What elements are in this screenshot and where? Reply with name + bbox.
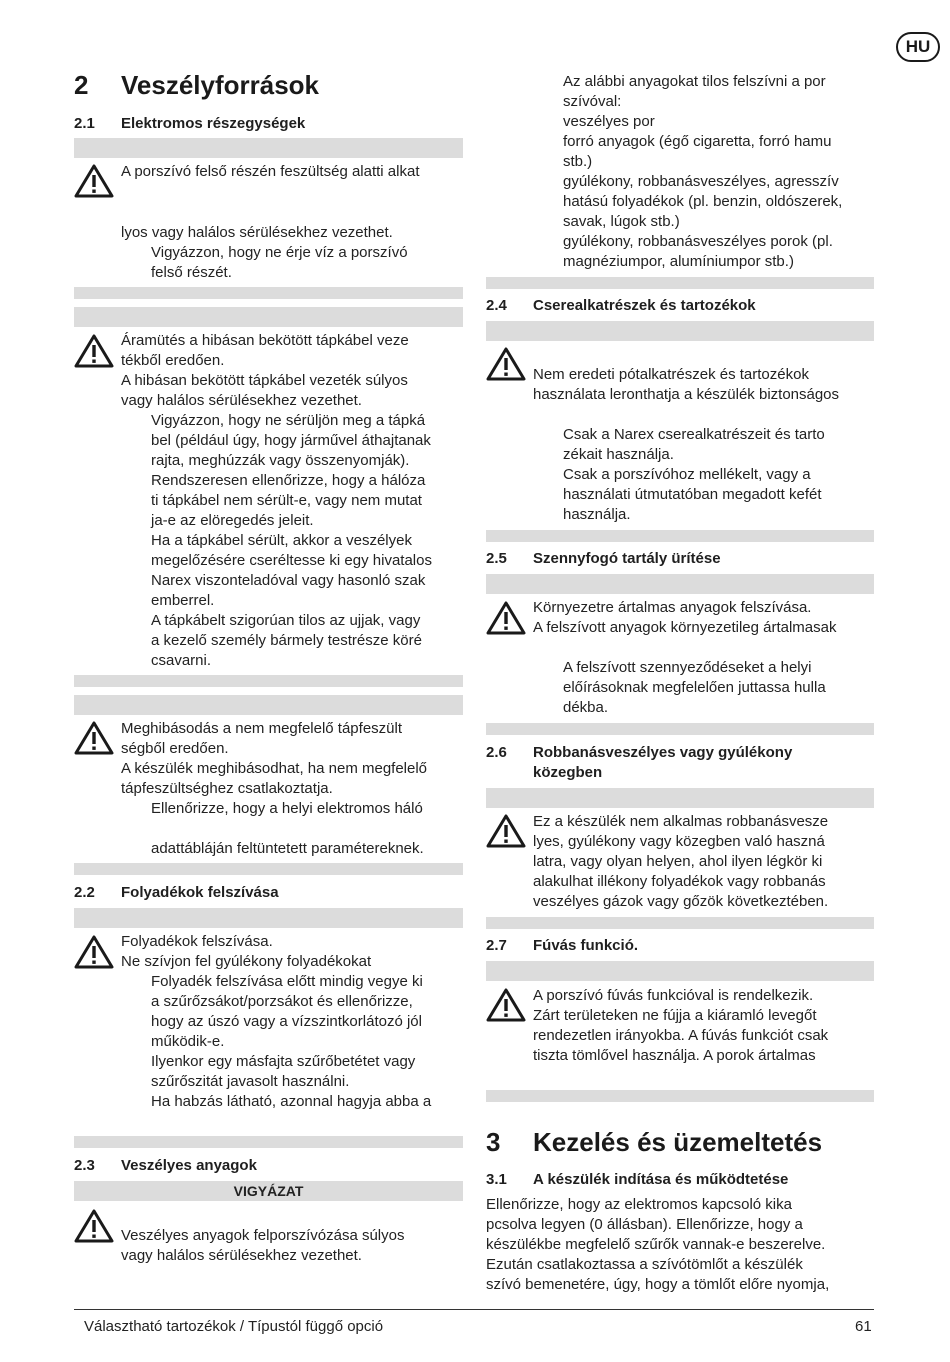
- warning-header-bar: [486, 961, 874, 981]
- section-number: 2.3: [74, 1157, 95, 1174]
- caution-label: VIGYÁZAT: [74, 1181, 463, 1201]
- section-divider: [486, 530, 874, 542]
- instruction-line: ja-e az elöregedés jeleit.: [151, 512, 314, 529]
- body-text-line: készülékbe megfelelő szűrők vannak-e beszerelve.: [486, 1236, 826, 1253]
- warning-header-bar: [74, 138, 463, 158]
- warning-text-line: A készülék meghibásodhat, ha nem megfelelő: [121, 760, 428, 777]
- section-title: Cserealkatrészek és tartozékok: [533, 297, 756, 314]
- warning-text-line: Meghibásodás a nem megfelelő tápfeszült: [121, 720, 403, 737]
- warning-header-bar: [486, 321, 874, 341]
- section-title: Folyadékok felszívása: [121, 884, 279, 901]
- section-divider: [486, 1090, 874, 1102]
- warning-text-line: használata leronthatja a készülék biztonságos: [533, 386, 840, 403]
- warning-text-line: vagy halálos sérülésekhez vezethet.: [121, 392, 362, 409]
- body-text-line: Ellenőrizze, hogy az elektromos kapcsoló kika: [486, 1196, 792, 1213]
- instruction-line: bel (például úgy, hogy járművel áthajtanak: [151, 432, 431, 449]
- section-divider: [74, 863, 463, 875]
- list-item: gyúlékony, robbanásveszélyes porok (pl.: [563, 233, 833, 250]
- chapter-number: 2: [74, 70, 89, 100]
- body-text-line: Ezután csatlakoztassa a szívótömlőt a készülék: [486, 1256, 803, 1273]
- warning-text-line: Ez a készülék nem alkalmas robbanásvesze: [533, 813, 829, 830]
- warning-text-line: Folyadékok felszívása.: [121, 933, 273, 950]
- section-title: Veszélyes anyagok: [121, 1157, 257, 1174]
- warning-text-line: vagy halálos sérülésekhez vezethet.: [121, 1247, 362, 1264]
- warning-header-bar: [74, 695, 463, 715]
- list-line: savak, lúgok stb.): [563, 213, 680, 230]
- warning-triangle-icon: [74, 333, 114, 369]
- instruction-line: a kezelő személy bármely testrésze köré: [151, 632, 422, 649]
- instruction-line: Ellenőrizze, hogy a helyi elektromos háló: [151, 800, 423, 817]
- warning-text-line: Veszélyes anyagok felporszívózása súlyos: [121, 1227, 405, 1244]
- warning-triangle-icon: [74, 934, 114, 970]
- instruction-line: Ha habzás látható, azonnal hagyja abba a: [151, 1093, 432, 1110]
- section-title: Elektromos részegységek: [121, 115, 306, 132]
- instruction-line: Vigyázzon, hogy ne sérüljön meg a tápká: [151, 412, 426, 429]
- warning-text-line: Áramütés a hibásan bekötött tápkábel veze: [121, 332, 409, 349]
- section-divider: [486, 723, 874, 735]
- instruction-line: Ha a tápkábel sérült, akkor a veszélyek: [151, 532, 412, 549]
- warning-text-line: tékből eredően.: [121, 352, 225, 369]
- warning-text-line: tápfeszültséghez csatlakoztatja.: [121, 780, 333, 797]
- warning-triangle-icon: [486, 813, 526, 849]
- warning-text-line: lyes, gyúlékony vagy közegben való haszná: [533, 833, 825, 850]
- chapter-title: Kezelés és üzemeltetés: [533, 1127, 823, 1157]
- instruction-line: hogy az úszó vagy a vízszintkorlátozó jól: [151, 1013, 422, 1030]
- body-text-line: szívó bemenetére, úgy, hogy a tömlőt előre nyomja,: [486, 1276, 830, 1293]
- section-title-line: Robbanásveszélyes vagy gyúlékony: [533, 744, 793, 761]
- warning-triangle-icon: [74, 163, 114, 199]
- instruction-line: Folyadék felszívása előtt mindig vegye ki: [151, 973, 423, 990]
- list-item: veszélyes por: [563, 113, 655, 130]
- warning-text-line: Ne szívjon fel gyúlékony folyadékokat: [121, 953, 372, 970]
- warning-header-bar: [74, 307, 463, 327]
- warning-text-line: Nem eredeti pótalkatrészek és tartozékok: [533, 366, 809, 383]
- instruction-line: emberrel.: [151, 592, 215, 609]
- instruction-line: zékait használja.: [563, 446, 674, 463]
- warning-text-line: rendezetlen irányokba. A fúvás funkciót csak: [533, 1027, 829, 1044]
- section-number: 2.2: [74, 884, 95, 901]
- section-title: Fúvás funkció.: [533, 937, 639, 954]
- section-title-line: közegben: [533, 764, 603, 781]
- section-number: 2.7: [486, 937, 507, 954]
- instruction-line: A tápkábelt szigorúan tilos az ujjak, vagy: [151, 612, 421, 629]
- warning-text-line: Zárt területeken ne fújja a kiáramló levegőt: [533, 1007, 817, 1024]
- section-title: A készülék indítása és működtetése: [533, 1171, 789, 1188]
- warning-text-line: alakulhat illékony folyadékok vagy robbanás: [533, 873, 826, 890]
- footer-rule: [74, 1309, 874, 1310]
- instruction-line: felső részét.: [151, 264, 232, 281]
- warning-text-line: Környezetre ártalmas anyagok felszívása.: [533, 599, 812, 616]
- instruction-line: csavarni.: [151, 652, 212, 669]
- instruction-line: Csak a porszívóhoz mellékelt, vagy a: [563, 466, 811, 483]
- instruction-line: adattábláján feltüntetett paramétereknek.: [151, 840, 424, 857]
- section-divider: [486, 277, 874, 289]
- instruction-line: Vigyázzon, hogy ne érje víz a porszívó: [151, 244, 408, 261]
- warning-text-line: lyos vagy halálos sérülésekhez vezethet.: [121, 224, 393, 241]
- instruction-line: dékba.: [563, 699, 609, 716]
- section-divider: [74, 675, 463, 687]
- warning-text-line: ségből eredően.: [121, 740, 229, 757]
- chapter-title: Veszélyforrások: [121, 70, 320, 100]
- section-number: 2.5: [486, 550, 507, 567]
- instruction-line: A felszívott szennyeződéseket a helyi: [563, 659, 812, 676]
- list-line: szívóval:: [563, 93, 622, 110]
- warning-text-line: latra, vagy olyan helyen, ahol ilyen légkör ki: [533, 853, 823, 870]
- warning-header-bar: [486, 788, 874, 808]
- section-number: 3.1: [486, 1171, 507, 1188]
- list-item: forró anyagok (égő cigaretta, forró hamu: [563, 133, 832, 150]
- section-number: 2.6: [486, 744, 507, 761]
- instruction-line: előírásoknak megfelelően juttassa hulla: [563, 679, 826, 696]
- section-number: 2.4: [486, 297, 507, 314]
- list-line: stb.): [563, 153, 593, 170]
- chapter-number: 3: [486, 1127, 501, 1157]
- warning-text-line: A felszívott anyagok környezetileg ártalmasak: [533, 619, 837, 636]
- list-line: Az alábbi anyagokat tilos felszívni a por: [563, 73, 826, 90]
- list-line: hatású folyadékok (pl. benzin, oldószerek,: [563, 193, 843, 210]
- instruction-line: Csak a Narex cserealkatrészeit és tarto: [563, 426, 825, 443]
- body-text-line: pcsolva legyen (0 állásban). Ellenőrizze, hogy a: [486, 1216, 803, 1233]
- warning-text-line: A porszívó felső részén feszültség alatti alkat: [121, 163, 420, 180]
- section-divider: [486, 917, 874, 929]
- instruction-line: Ilyenkor egy másfajta szűrőbetétet vagy: [151, 1053, 416, 1070]
- instruction-line: megelőzésére cseréltesse ki egy hivatalos: [151, 552, 432, 569]
- section-number: 2.1: [74, 115, 95, 132]
- warning-triangle-icon: [486, 346, 526, 382]
- page-number: 61: [855, 1318, 872, 1335]
- section-title: Szennyfogó tartály ürítése: [533, 550, 721, 567]
- instruction-line: használati útmutatóban megadott kefét: [563, 486, 822, 503]
- instruction-line: használja.: [563, 506, 631, 523]
- list-line: magnéziumpor, alumíniumpor stb.): [563, 253, 794, 270]
- list-item: gyúlékony, robbanásveszélyes, agresszív: [563, 173, 839, 190]
- instruction-line: Narex viszonteladóval vagy hasonló szak: [151, 572, 426, 589]
- warning-triangle-icon: [486, 987, 526, 1023]
- instruction-line: Rendszeresen ellenőrizze, hogy a hálóza: [151, 472, 426, 489]
- instruction-line: működik-e.: [151, 1033, 225, 1050]
- instruction-line: a szűrőzsákot/porzsákot és ellenőrizze,: [151, 993, 413, 1010]
- instruction-line: ti tápkábel nem sérült-e, vagy nem mutat: [151, 492, 422, 509]
- instruction-line: szűrőszitát javasolt használni.: [151, 1073, 350, 1090]
- warning-header-bar: [486, 574, 874, 594]
- warning-triangle-icon: [74, 1208, 114, 1244]
- warning-text-line: veszélyes gázok vagy gőzök következtében.: [533, 893, 829, 910]
- section-divider: [74, 1136, 463, 1148]
- warning-triangle-icon: [74, 720, 114, 756]
- language-badge: HU: [896, 32, 940, 62]
- warning-text-line: A porszívó fúvás funkcióval is rendelkezik.: [533, 987, 814, 1004]
- warning-text-line: tiszta tömlővel használja. A porok ártalmas: [533, 1047, 816, 1064]
- warning-header-bar: [74, 908, 463, 928]
- warning-triangle-icon: [486, 600, 526, 636]
- instruction-line: rajta, meghúzzák vagy összenyomják).: [151, 452, 410, 469]
- footer-note: Választható tartozékok / Típustól függő opció: [84, 1318, 384, 1335]
- warning-text-line: A hibásan bekötött tápkábel vezeték súlyos: [121, 372, 408, 389]
- section-divider: [74, 287, 463, 299]
